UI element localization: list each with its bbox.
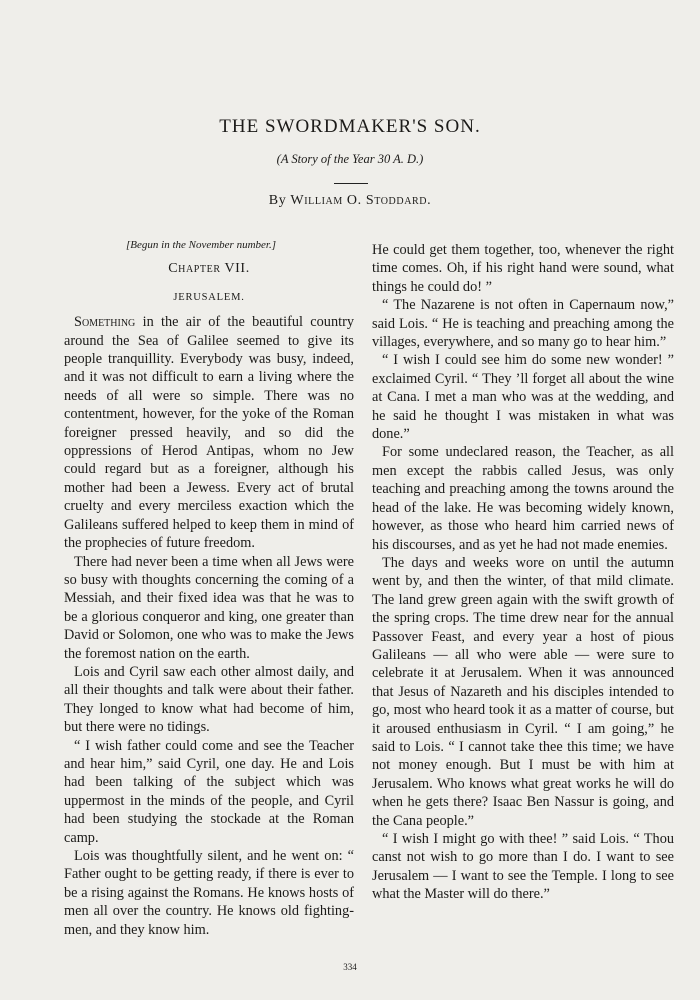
byline-prefix: By	[268, 193, 291, 208]
left-column	[64, 236, 354, 939]
story-subtitle: (A Story of the Year 30 A. D.)	[276, 152, 424, 166]
story-title: THE SWORDMAKER'S SON.	[219, 116, 481, 137]
byline-author: William O. Stoddard.	[290, 193, 432, 208]
lead-word: Something	[74, 314, 136, 331]
paragraph	[64, 313, 354, 552]
byline	[0, 193, 700, 209]
chapter-title: JERUSALEM.	[173, 291, 245, 303]
title-divider	[334, 183, 368, 184]
paragraph: “ I wish I might go with thee! ” said Lois. “ Thou canst not wish to go more than I do. I want to see Jerusalem — I want to see the Temple. I long to see what the Master will do there.”	[372, 831, 674, 903]
page-number: 334	[343, 962, 357, 972]
paragraph: Lois and Cyril saw each other almost daily, and all their thoughts and talk were about their father. They longed to know what had become of him, but there were no tidings.	[64, 663, 354, 736]
paragraph: He could get them together, too, whenever the right time comes. Oh, if his right hand were sound, what things he could do! ”	[372, 242, 674, 295]
paragraph: “ I wish father could come and see the Teacher and hear him,” said Cyril, one day. He and Lois had been talking of the subject which was uppermost in the minds of the people, and Cyril had been studying the stockade at the Roman camp.	[64, 737, 354, 846]
paragraph: “ The Nazarene is not often in Capernaum now,” said Lois. “ He is teaching and preaching among the villages, everywhere, and so many go to hear him.”	[372, 297, 674, 351]
paragraph: There had never been a time when all Jews were so busy with thoughts concerning the coming of a Messiah, and their fixed idea was that he was to be a glorious conqueror and king, one greater than David or Solomon, one who was to make the Jews the foremost nation on the earth.	[64, 553, 354, 662]
paragraph: “ I wish I could see him do some new wonder! ” exclaimed Cyril. “ They ’ll forget all about the wine at Cana. I met a man who was at the wedding, and he said he thought I was mistaken in what was done.”	[372, 352, 674, 443]
paragraph: The days and weeks wore on until the autumn went by, and then the winter, of that mild climate. The land grew green again with the swift growth of the spring crops. The time drew near for the annual Passover Feast, and every year a host of pious Galileans — all who were able — were sure to celebrate it at Jerusalem. When it was announced that Jesus of Nazareth and his disciples intended to go, most who heard took it as a matter of course, but it aroused enthusiasm in Cyril. “ I am going,” he said to Lois. “ I cannot take thee this time; we have not money enough. But I must be with him at Jerusalem. Who knows what great works he will do when he gets there? Isaac Ben Nassur is going, and the Cana people.”	[372, 554, 674, 829]
paragraph-text: in the air of the beautiful country around the Sea of Galilee seemed to give its people tranquillity. Everybody was busy, indeed, and it was not difficult to earn a living where the needs of all were so simple. There was no contentment, however, for the yoke of the Roman foreigner pressed heavily, and so did the oppressions of Herod Antipas, whom no Jew could regard but as a foreigner, although his mother had been a Jewess. Every act of brutal cruelty and every merciless exaction which the Galileans suffered helped to keep them in mind of the prophecies of future freedom.	[64, 314, 354, 552]
paragraph: Lois was thoughtfully silent, and he went on: “ Father ought to be getting ready, if there is ever to be a rising against the Romans. He knows hosts of men all over the country. He knows old fighting-men, and they know him.	[64, 848, 354, 938]
chapter-heading: Chapter VII.	[168, 261, 250, 277]
paragraph: For some undeclared reason, the Teacher, as all men except the rabbis called Jesus, was only teaching and preaching among the towns around the head of the lake. He was becoming widely known, however, as those who heard him carried news of his discourses, and as yet he had not made enemies.	[372, 444, 674, 553]
continuation-note: [Begun in the November number.]	[126, 239, 277, 251]
right-column	[372, 241, 674, 904]
